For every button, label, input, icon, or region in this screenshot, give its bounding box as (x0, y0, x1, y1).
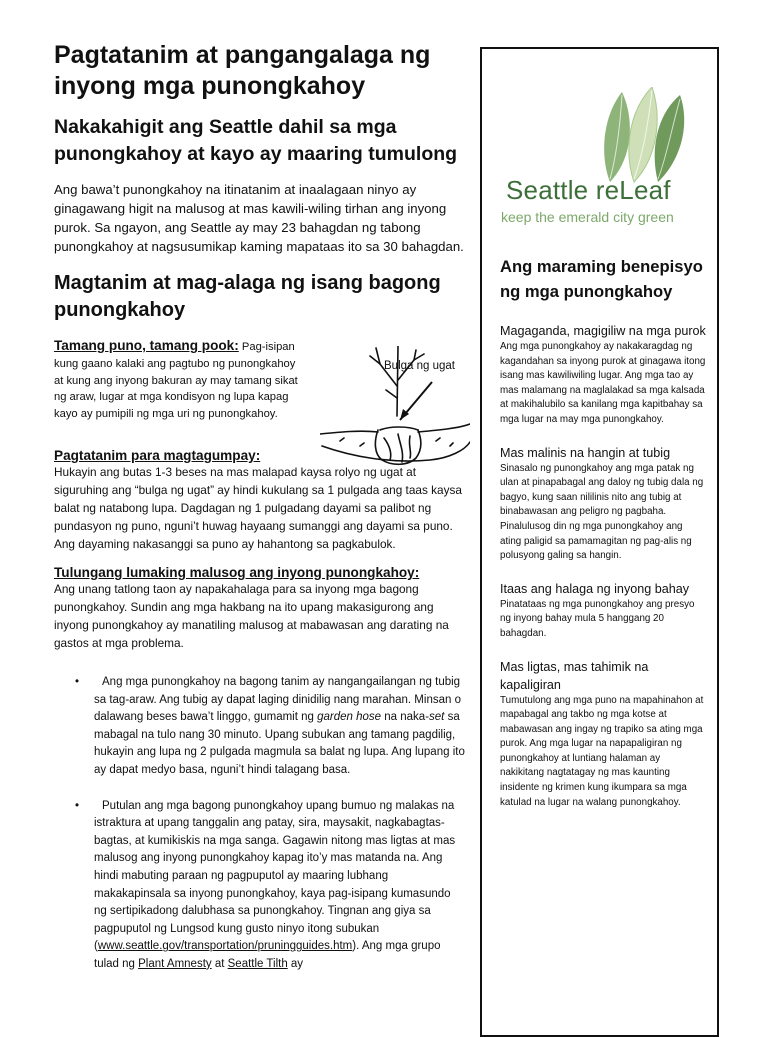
planting-text: Hukayin ang butas 1-3 beses na mas malapad kaysa rolyo ng ugat at siguruhing ang “bulga ng ugat” ay hindi kukulang sa 1 pulgada ang taas kaysa balat ng natabong lupa. Dagdagan ng 1 pulgadang dayami sa palibot ng pundasyon ng puno, nguni’t huwag hayaang sumanggi ang dayami sa puno. Ang dayaming nakasanggi sa puno ay hahantong sa pagkabulok. (54, 465, 462, 551)
benefit-heading: Magaganda, magigiliw na mga purok (500, 324, 706, 338)
care-text: Ang unang tatlong taon ay napakahalaga para sa inyong mga bagong punongkahoy. Sundin ang mga hakbang na ito upang makasigurong ang inyong punongkahoy ay manatiling malusog at mabawasan ang darating na gastos at mga problema. (54, 582, 449, 650)
right-tree-heading: Tamang puno, tamang pook: (54, 338, 239, 353)
logo-name: Seattle reLeaf (506, 175, 671, 205)
benefit-item (500, 580, 706, 642)
main-column (54, 40, 464, 992)
list-item: • Ang mga punongkahoy na bagong tanim ay nangangailangan ng tubig sa tag-araw. Ang tubig ay dapat laging dinidilig nang marahan. Minsan o dalawang beses bawa’t linggo, gumamit ng garden hose na naka-set sa mabagal na tulo nang 30 minuto. Upang subukan ang tamang pagdilig, hukayin ang lupa ng 2 pulgada magmula sa balat ng lupa. Ang lupang ito ay dapat medyo basa, nguni’t hindi talagang basa. (54, 674, 466, 780)
leaves-icon (600, 87, 690, 187)
benefits-sidebar (480, 47, 719, 1037)
benefit-item (500, 322, 706, 428)
logo-tagline: keep the emerald city green (501, 209, 674, 225)
bullet-icon: • (75, 799, 80, 812)
care-heading: Tulungang lumaking malusog ang inyong punongkahoy: (54, 565, 420, 580)
right-tree-text: Pag-isipan kung gaano kalaki ang pagtubo ng punongkahoy at kung ang inyong bakuran ay may tamang sikat ng araw, lugar at mga kondisyon ng lupa kapag kayo ay pumipili ng mga uri ng punongkahoy. (54, 341, 298, 421)
right-tree-paragraph (54, 338, 299, 423)
benefit-text: Tumutulong ang mga puno na mapahinahon at mapabagal ang takbo ng mga kotse at mabawasan ang ingay ng trapiko sa ating mga purok. Ang mga lugar na napapaligiran ng punongkahoy at luntiang halaman ay nakikitang nagtatagay ng mas kaunting insidente ng krimen kung ikumpara sa mga katulad na lugar na walang punongkahoy. (500, 694, 704, 808)
page-title: Pagtatanim at pangangalaga ng inyong mga punongkahoy (54, 41, 431, 100)
benefit-text: Sinasalo ng punongkahoy ang mga patak ng ulan at pinapabagal ang daloy ng tubig dala ng bagyo, kung saan nililinis nito ang tubig at binabawasan ang peligro ng pagbaha. Pinalulusog din ng mga punongkahoy ang ating paligid sa pamamagitan ng pag-alis ng polusyong galing sa hangin. (500, 462, 704, 562)
care-section (54, 565, 464, 652)
section-title: Magtanim at mag-alaga ng isang bagong punongkahoy (54, 272, 441, 321)
benefits-title: Ang maraming benepisyo ng mga punongkahoy (500, 257, 703, 301)
intro-paragraph: Ang bawa’t punongkahoy na itinatanim at inaalagaan ninyo ay ginagawang higit na malusog at mas kawili-wiling tirhan ang inyong purok. Sa ngayon, ang Seattle ay may 23 bahagdan ng tabong punongkahoy at nagsusumikap kaming mapataas ito sa 30 bahagdan. (54, 182, 464, 254)
root-ball-label: Bulga ng ugat (384, 360, 455, 372)
benefit-heading: Itaas ang halaga ng inyong bahay (500, 581, 690, 596)
pruning-guide-link[interactable]: www.seattle.gov/transportation/pruningguides.htm (97, 940, 353, 953)
planting-heading: Pagtatanim para magtagumpay: (54, 448, 261, 463)
benefit-heading: Mas malinis na hangin at tubig (500, 445, 671, 460)
bullet-icon: • (75, 676, 80, 688)
seattle-tilth-link[interactable]: Seattle Tilth (227, 957, 288, 970)
page-subtitle: Nakakahigit ang Seattle dahil sa mga punongkahoy at kayo ay maaring tumulong (54, 116, 458, 165)
seattle-releaf-logo (500, 87, 710, 277)
benefit-text: Pinatataas ng mga punongkahoy ang presyo ng inyong bahay mula 5 hanggang 20 bahagdan. (500, 598, 695, 639)
care-bullets (54, 674, 464, 974)
plant-amnesty-link[interactable]: Plant Amnesty (138, 957, 212, 970)
benefit-item (500, 658, 706, 811)
benefit-text: Ang mga punongkahoy ay nakakaragdag ng kagandahan sa inyong purok at ginagawa itong isang mas kawiliwiling lugar. Ang mga tao ay mas malamang na maglalakad sa mga kalsada at makihalubilo sa kanilang mga kapitbahay sa mga lugar na may mga punongkahoy. (500, 341, 706, 425)
benefit-item (500, 444, 706, 564)
benefits-content (500, 254, 706, 826)
benefit-heading: Mas ligtas, mas tahimik na kapaligiran (500, 659, 649, 692)
right-tree-section (54, 338, 464, 442)
list-item: • Putulan ang mga bagong punongkahoy upang bumuo ng malakas na istraktura at upang tanggalin ang patay, sira, maysakit, nagkabagtas-bagtas, at kumikiskis na mga sanga. Gagawin nitong mas ligtas at mas malusog ang inyong punongkahoy kapag ito’y mas matanda na. Ang hindi mabuting paraan ng pagpuputol ay maaring lubhang makakapinsala sa inyong punongkahoy, kaya pag-isipang kumasundo ng sertipikadong dalubhasa sa punongkahoy. Tingnan ang giya sa pagpuputol ng Lungsod kung gusto ninyo itong subukan (www.seattle.gov/transportation/pruningguides.htm). Ang mga grupo tulad ng Plant Amnesty at Seattle Tilth ay (54, 798, 466, 974)
